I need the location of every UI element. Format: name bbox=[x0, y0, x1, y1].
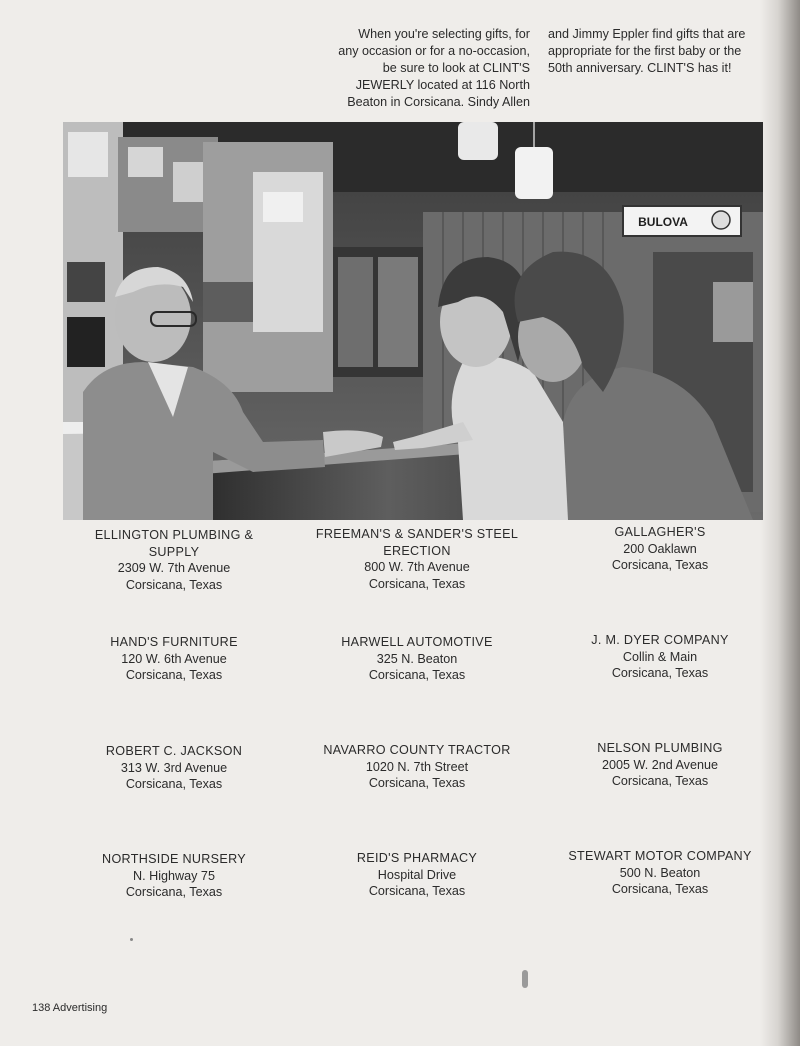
business-listing bbox=[297, 850, 537, 900]
business-name: NAVARRO COUNTY TRACTOR bbox=[323, 743, 511, 757]
business-address: N. Highway 75 bbox=[133, 868, 215, 883]
business-city: Corsicana, Texas bbox=[611, 666, 709, 680]
business-name: GALLAGHER'S bbox=[614, 525, 706, 539]
business-city: Corsicana, Texas bbox=[368, 576, 466, 591]
business-listing bbox=[540, 848, 780, 898]
business-listing bbox=[540, 632, 780, 682]
business-address: 2005 W. 2nd Avenue bbox=[601, 757, 718, 772]
business-address: 2309 W. 7th Avenue bbox=[117, 561, 231, 575]
business-address: 325 N. Beaton bbox=[376, 651, 458, 666]
business-city: Corsicana, Texas bbox=[368, 884, 466, 898]
page-footer: 138 Advertising bbox=[32, 1002, 108, 1014]
business-city: Corsicana, Texas bbox=[368, 776, 466, 790]
caption-line: JEWERLY located at 116 North bbox=[355, 78, 530, 92]
business-address: 120 W. 6th Avenue bbox=[121, 651, 227, 666]
caption-line: 50th anniversary. CLINT'S has it! bbox=[548, 61, 732, 75]
business-address: 313 W. 3rd Avenue bbox=[120, 760, 228, 775]
photo-caption-left bbox=[300, 26, 530, 111]
business-listing bbox=[54, 634, 294, 684]
business-address: Collin & Main bbox=[622, 649, 698, 664]
business-city: Corsicana, Texas bbox=[611, 882, 709, 896]
business-name: HARWELL AUTOMOTIVE bbox=[341, 635, 493, 649]
caption-line: appropriate for the first baby or the bbox=[548, 44, 742, 58]
business-address: 1020 N. 7th Street bbox=[365, 759, 469, 774]
caption-line: Beaton in Corsicana. Sindy Allen bbox=[347, 95, 530, 109]
business-address: 200 Oaklawn bbox=[623, 541, 697, 556]
business-name: ELLINGTON PLUMBING & bbox=[94, 528, 254, 542]
caption-line: and Jimmy Eppler find gifts that are bbox=[548, 27, 746, 41]
bulova-sign-text: BULOVA bbox=[638, 215, 688, 229]
caption-line: When you're selecting gifts, for bbox=[358, 27, 530, 41]
business-listing bbox=[297, 742, 537, 792]
business-name: ROBERT C. JACKSON bbox=[105, 744, 243, 758]
business-address: 500 N. Beaton bbox=[619, 865, 701, 880]
business-name: REID'S PHARMACY bbox=[356, 851, 478, 865]
business-listing bbox=[54, 527, 294, 593]
business-listing bbox=[54, 851, 294, 901]
caption-line: any occasion or for a no-occasion, bbox=[338, 44, 530, 58]
business-listing bbox=[540, 524, 780, 574]
business-name: FREEMAN'S & SANDER'S STEEL bbox=[315, 527, 519, 541]
business-name: ERECTION bbox=[383, 543, 451, 558]
business-listing bbox=[54, 743, 294, 793]
business-city: Corsicana, Texas bbox=[368, 668, 466, 682]
business-name: SUPPLY bbox=[148, 544, 200, 559]
business-city: Corsicana, Texas bbox=[125, 668, 223, 682]
business-address: Hospital Drive bbox=[377, 867, 457, 882]
print-speck bbox=[522, 970, 528, 988]
jewelry-store-photo bbox=[63, 122, 763, 520]
photo-caption-right bbox=[548, 26, 773, 77]
business-address: 800 W. 7th Avenue bbox=[364, 560, 470, 574]
business-name: NELSON PLUMBING bbox=[597, 741, 723, 755]
print-speck bbox=[130, 938, 133, 941]
business-city: Corsicana, Texas bbox=[125, 885, 223, 899]
business-name: HAND'S FURNITURE bbox=[110, 635, 238, 649]
business-listing bbox=[540, 740, 780, 790]
business-city: Corsicana, Texas bbox=[611, 558, 709, 572]
business-city: Corsicana, Texas bbox=[611, 774, 709, 788]
business-listing bbox=[297, 526, 537, 592]
business-listing bbox=[297, 634, 537, 684]
business-city: Corsicana, Texas bbox=[125, 777, 223, 791]
business-name: NORTHSIDE NURSERY bbox=[102, 852, 246, 866]
caption-line: be sure to look at CLINT'S bbox=[382, 61, 530, 75]
business-name: J. M. DYER COMPANY bbox=[591, 633, 729, 647]
business-name: STEWART MOTOR COMPANY bbox=[568, 849, 752, 863]
business-city: Corsicana, Texas bbox=[125, 577, 223, 592]
